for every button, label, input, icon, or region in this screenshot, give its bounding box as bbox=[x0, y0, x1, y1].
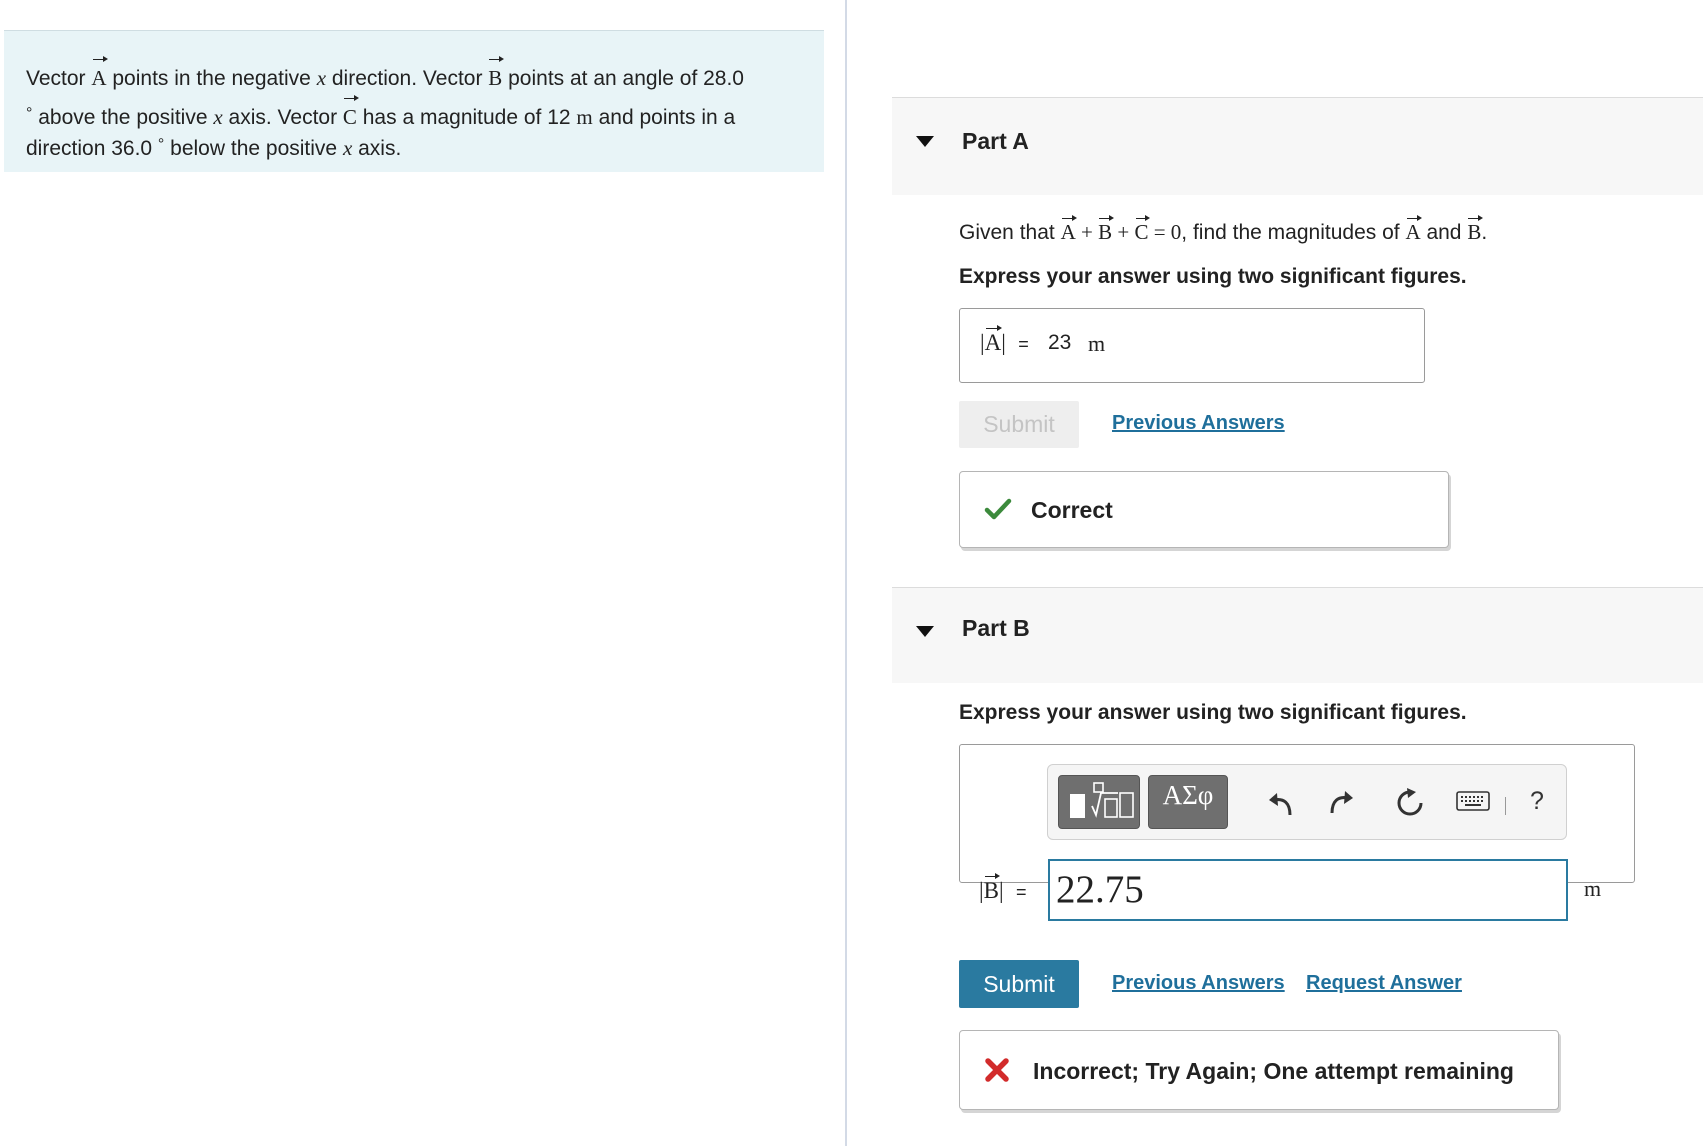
reset-icon[interactable] bbox=[1394, 787, 1426, 819]
part-a-previous-answers-link[interactable]: Previous Answers bbox=[1112, 412, 1285, 434]
part-b-answer-label: |B| = bbox=[979, 878, 1027, 903]
part-a-feedback-text: Correct bbox=[1031, 497, 1113, 523]
math-toolbar bbox=[1047, 764, 1567, 840]
checkmark-icon bbox=[984, 498, 1012, 522]
part-a-header[interactable] bbox=[892, 97, 1703, 195]
problem-line-3: direction 36.0 ° below the positive x axis. bbox=[26, 136, 402, 160]
vector-b-symbol: B bbox=[488, 61, 502, 96]
part-b-submit-button[interactable]: Submit bbox=[959, 960, 1079, 1008]
incorrect-x-icon bbox=[984, 1057, 1010, 1083]
greek-symbols-button[interactable] bbox=[1148, 775, 1228, 829]
part-b-instruction: Express your answer using two significant figures. bbox=[959, 701, 1467, 724]
undo-icon[interactable] bbox=[1266, 789, 1296, 819]
column-divider bbox=[845, 0, 847, 1146]
part-a-answer-label: |A| = bbox=[980, 330, 1029, 355]
templates-icon bbox=[1060, 777, 1138, 827]
part-a-answer-value: 23 bbox=[1048, 331, 1072, 354]
part-a-feedback bbox=[959, 471, 1449, 548]
collapse-triangle-icon[interactable] bbox=[916, 136, 934, 147]
part-a-question: Given that A + B + C = 0, find the magnitudes of A and B. bbox=[959, 220, 1488, 244]
problem-line-1: Vector A points in the negative x direction. Vector B points at an angle of 28.0 bbox=[26, 61, 802, 96]
part-a-instruction: Express your answer using two significant figures. bbox=[959, 265, 1467, 288]
part-a-title: Part A bbox=[962, 128, 1029, 154]
part-b-title: Part B bbox=[962, 615, 1030, 641]
part-a-answer-unit: m bbox=[1088, 331, 1106, 356]
part-b-feedback-text: Incorrect; Try Again; One attempt remaining bbox=[1033, 1058, 1514, 1084]
help-button[interactable]: ? bbox=[1530, 787, 1544, 815]
part-b-feedback bbox=[959, 1030, 1559, 1110]
problem-statement bbox=[4, 30, 824, 172]
vector-c-symbol: C bbox=[343, 100, 357, 135]
greek-symbols-label: ΑΣφ bbox=[1162, 780, 1214, 810]
collapse-triangle-icon[interactable] bbox=[916, 626, 934, 637]
part-b-answer-value: 22.75 bbox=[1056, 868, 1144, 911]
redo-icon[interactable] bbox=[1326, 787, 1356, 817]
part-b-request-answer-link[interactable]: Request Answer bbox=[1306, 972, 1462, 994]
part-a-answer-box bbox=[959, 308, 1425, 383]
templates-button[interactable] bbox=[1058, 775, 1140, 829]
vector-a-symbol: A bbox=[91, 61, 106, 96]
toolbar-separator bbox=[1505, 797, 1506, 815]
part-b-previous-answers-link[interactable]: Previous Answers bbox=[1112, 972, 1285, 994]
part-b-answer-input[interactable] bbox=[1048, 859, 1568, 921]
part-a-submit-button[interactable]: Submit bbox=[959, 401, 1079, 448]
part-b-header[interactable] bbox=[892, 587, 1703, 683]
part-b-answer-unit: m bbox=[1584, 876, 1602, 901]
keyboard-icon[interactable] bbox=[1456, 789, 1490, 813]
problem-line-2: ° above the positive x axis. Vector C has a magnitude of 12 m and points in a bbox=[26, 96, 802, 135]
